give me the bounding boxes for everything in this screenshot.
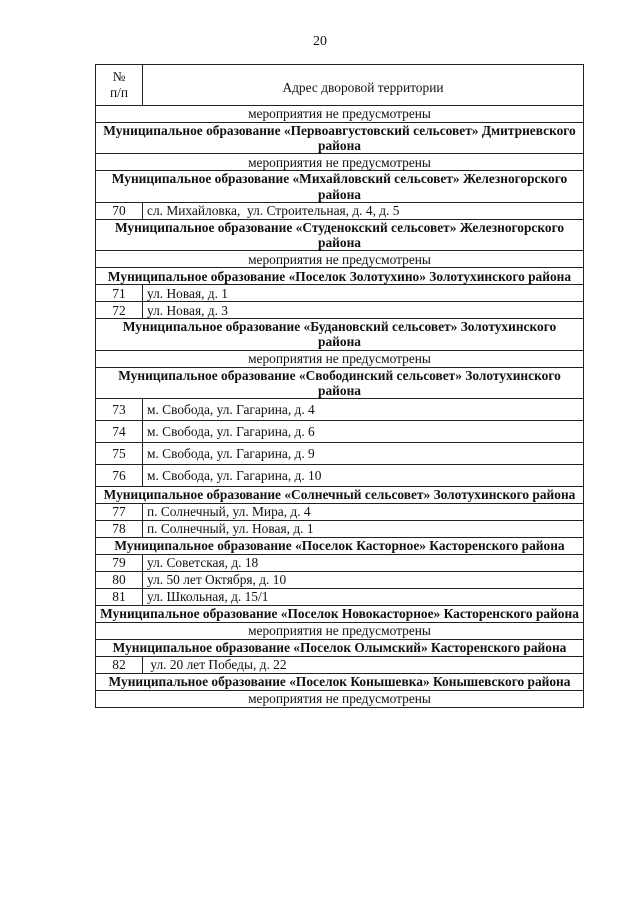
municipality-heading: Муниципальное образование «Солнечный сельсовет» Золотухинского района — [96, 487, 584, 504]
note-row — [96, 251, 584, 268]
table-row — [96, 302, 584, 319]
table-row — [96, 521, 584, 538]
table-row — [96, 465, 584, 487]
header-address: Адрес дворовой территории — [143, 65, 584, 106]
no-activities-note: мероприятия не предусмотрены — [96, 154, 584, 171]
municipality-heading: Муниципальное образование «Будановский сельсовет» Золотухинского района — [96, 319, 584, 350]
municipality-heading: Муниципальное образование «Поселок Конышевка» Конышевского района — [96, 674, 584, 691]
table-row — [96, 555, 584, 572]
address-table — [95, 64, 584, 708]
section-heading-row — [96, 171, 584, 202]
municipality-heading: Муниципальное образование «Первоавгустовский сельсовет» Дмитриевского района — [96, 123, 584, 154]
table-header-row — [96, 65, 584, 106]
table-row — [96, 399, 584, 421]
row-address: м. Свобода, ул. Гагарина, д. 10 — [143, 465, 584, 487]
section-heading-row — [96, 268, 584, 285]
row-address: ул. Школьная, д. 15/1 — [143, 589, 584, 606]
header-num: № п/п — [96, 65, 143, 106]
section-heading-row — [96, 674, 584, 691]
row-address: ул. Новая, д. 3 — [143, 302, 584, 319]
table-row — [96, 443, 584, 465]
table-body — [96, 65, 584, 708]
table-row — [96, 421, 584, 443]
row-address: м. Свобода, ул. Гагарина, д. 6 — [143, 421, 584, 443]
note-row — [96, 350, 584, 367]
row-address: ул. 20 лет Победы, д. 22 — [143, 657, 584, 674]
row-address: ул. Советская, д. 18 — [143, 555, 584, 572]
table-row — [96, 504, 584, 521]
row-address: п. Солнечный, ул. Мира, д. 4 — [143, 504, 584, 521]
row-address: м. Свобода, ул. Гагарина, д. 4 — [143, 399, 584, 421]
row-address: сл. Михайловка, ул. Строительная, д. 4, д. 5 — [143, 202, 584, 219]
table-row — [96, 572, 584, 589]
row-number: 72 — [96, 302, 143, 319]
row-number: 80 — [96, 572, 143, 589]
municipality-heading: Муниципальное образование «Поселок Новокасторное» Касторенского района — [96, 606, 584, 623]
section-heading-row — [96, 640, 584, 657]
section-heading-row — [96, 123, 584, 154]
municipality-heading: Муниципальное образование «Свободинский сельсовет» Золотухинского района — [96, 367, 584, 398]
page-number: 20 — [313, 34, 327, 49]
municipality-heading: Муниципальное образование «Поселок Олымский» Касторенского района — [96, 640, 584, 657]
row-number: 75 — [96, 443, 143, 465]
row-address: м. Свобода, ул. Гагарина, д. 9 — [143, 443, 584, 465]
row-number: 73 — [96, 399, 143, 421]
no-activities-note: мероприятия не предусмотрены — [96, 623, 584, 640]
row-number: 74 — [96, 421, 143, 443]
section-heading-row — [96, 487, 584, 504]
row-address: ул. Новая, д. 1 — [143, 285, 584, 302]
section-heading-row — [96, 538, 584, 555]
note-row — [96, 154, 584, 171]
note-row — [96, 691, 584, 708]
row-number: 76 — [96, 465, 143, 487]
municipality-heading: Муниципальное образование «Поселок Золотухино» Золотухинского района — [96, 268, 584, 285]
table-row — [96, 285, 584, 302]
note-row — [96, 623, 584, 640]
no-activities-note: мероприятия не предусмотрены — [96, 350, 584, 367]
table-row — [96, 657, 584, 674]
row-number: 82 — [96, 657, 143, 674]
table-row — [96, 202, 584, 219]
section-heading-row — [96, 367, 584, 398]
no-activities-note: мероприятия не предусмотрены — [96, 106, 584, 123]
note-row — [96, 106, 584, 123]
row-number: 70 — [96, 202, 143, 219]
section-heading-row — [96, 606, 584, 623]
no-activities-note: мероприятия не предусмотрены — [96, 251, 584, 268]
section-heading-row — [96, 319, 584, 350]
row-number: 81 — [96, 589, 143, 606]
row-number: 79 — [96, 555, 143, 572]
table-row — [96, 589, 584, 606]
row-number: 77 — [96, 504, 143, 521]
municipality-heading: Муниципальное образование «Студенокский сельсовет» Железногорского района — [96, 219, 584, 250]
no-activities-note: мероприятия не предусмотрены — [96, 691, 584, 708]
municipality-heading: Муниципальное образование «Поселок Касторное» Касторенского района — [96, 538, 584, 555]
row-number: 71 — [96, 285, 143, 302]
row-address: ул. 50 лет Октября, д. 10 — [143, 572, 584, 589]
row-address: п. Солнечный, ул. Новая, д. 1 — [143, 521, 584, 538]
municipality-heading: Муниципальное образование «Михайловский сельсовет» Железногорского района — [96, 171, 584, 202]
row-number: 78 — [96, 521, 143, 538]
section-heading-row — [96, 219, 584, 250]
